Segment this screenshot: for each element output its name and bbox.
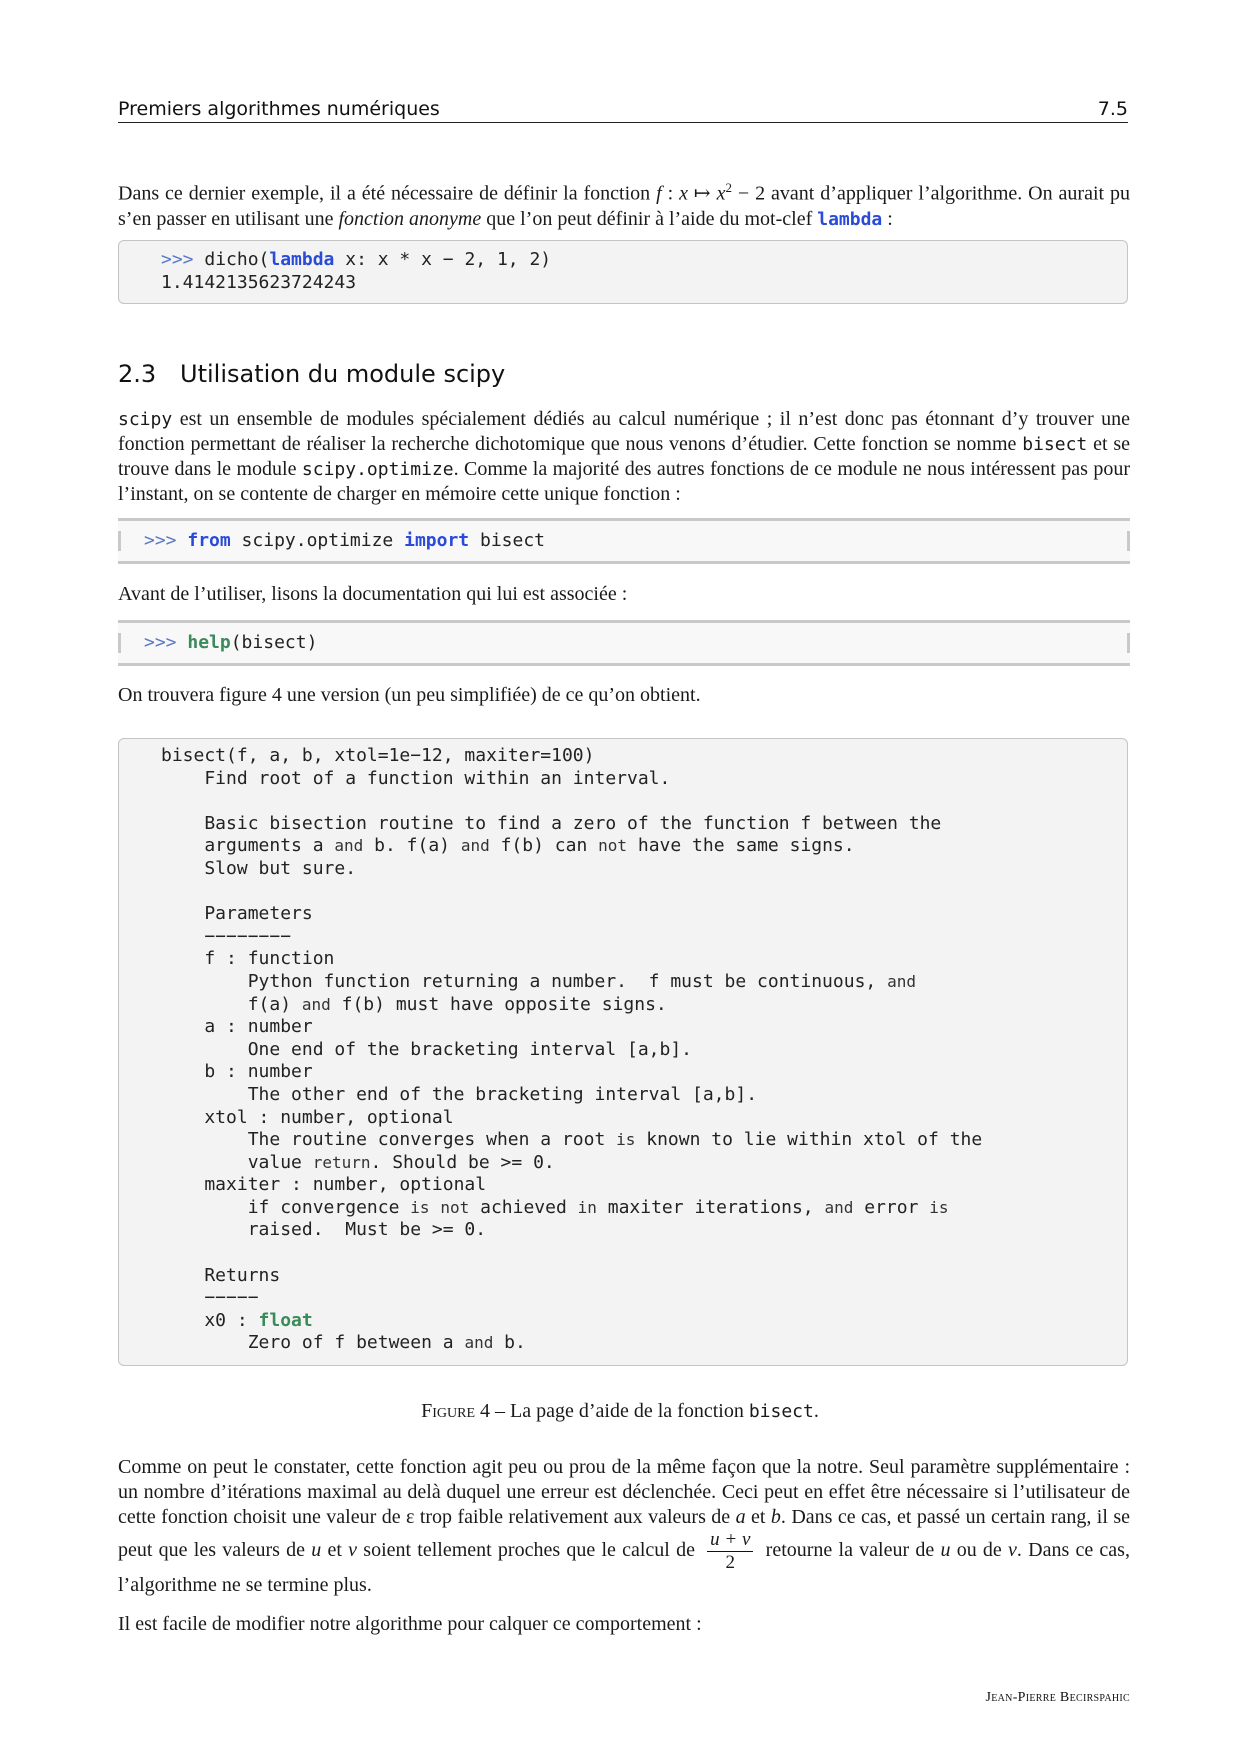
code-block-import: >>> from scipy.optimize import bisect [118,518,1130,564]
help-line: value return. Should be >= 0. [161,1151,555,1173]
help-line: Basic bisection routine to find a zero of the function f between the [161,812,942,834]
help-line: The routine converges when a root is known to lie within xtol of the [161,1129,983,1151]
help-line: Python function returning a number. f must be continuous, and [161,970,916,992]
help-line: The other end of the bracketing interval [a,b]. [161,1083,758,1105]
header-title: Premiers algorithmes numériques [118,98,440,120]
help-line: a : number [161,1016,313,1038]
figure-reference-paragraph: On trouvera figure 4 une version (un peu simplifiée) de ce qu’on obtient. [118,684,701,706]
code-block-help: >>> help(bisect) [118,620,1130,666]
help-line: Parameters [161,903,313,925]
repl-prompt: >>> [161,249,194,270]
scipy-paragraph: scipy est un ensemble de modules spécialement dédiés au calcul numérique ; il n’est donc pas étonnant d’y trouver une fonction permettant de réaliser la recherche dichotomique que nous venons d’étudier. Cette fonction se nomme bisect et se trouve dans le module scipy.optimize. Comme la majorité des autres fonctions de ce module ne nous intéressent pas pour l’instant, on se contente de charger en mémoire cette unique fonction : [118,408,1130,505]
help-line: Zero of f between a and b. [161,1332,526,1354]
running-header [118,96,1128,123]
explanation-paragraph: Comme on peut le constater, cette fonction agit peu ou prou de la même façon que la notre. Seul paramètre supplémentaire : un nombre d’itérations maximal au delà duquel une erreur est déclenchée. Ceci peut en effet être nécessaire si l’utilisateur de cette fonction choisit une valeur de ε trop faible relativement aux valeurs de a et b. Dans ce cas, et passé un certain rang, il se peut que les valeurs de u et v soient tellement proches que le calcul de $\frac{u + v}{2}$ retourne la valeur de u ou de v. Dans ce cas, l’algorithme ne se termine plus. [118,1456,1131,1596]
help-line: Returns [161,1264,281,1286]
help-line: Find root of a function within an interval. [161,767,671,789]
author-footer: Jean-Pierre Becirspahic [985,1690,1130,1705]
page-number: 7.5 [1097,98,1128,120]
help-line: One end of the bracketing interval [a,b]. [161,1038,693,1060]
closing-paragraph: Il est facile de modifier notre algorithme pour calquer ce comportement : [118,1613,702,1635]
help-line: −−−−− [161,1287,259,1309]
section-title: Utilisation du module scipy [180,360,506,388]
doc-intro-paragraph: Avant de l’utiliser, lisons la documentation qui lui est associée : [118,583,628,605]
section-number: 2.3 [118,360,157,388]
intro-paragraph: Dans ce dernier exemple, il a été nécessaire de définir la fonction f : x ↦ $x^2 - 2$ avant d’appliquer l’algorithme. On aurait pu s’en passer en utilisant une fonction anonyme que l’on peut définir à l’aide du mot-clef lambda : [118,180,1131,230]
help-line: b : number [161,1061,313,1083]
help-line: maxiter : number, optional [161,1174,487,1196]
help-line: raised. Must be >= 0. [161,1219,487,1241]
help-line: −−−−−−−− [161,925,292,947]
bisect-help-page [118,738,1128,1366]
help-line: if convergence is not achieved in maxiter iterations, and error is [161,1196,949,1218]
help-line: bisect(f, a, b, xtol=1e−12, maxiter=100) [161,745,595,766]
code-block-dicho: >>> dicho(lambda x: x * x − 2, 1, 2) 1.4142135623724243 [118,240,1128,304]
float-keyword: float [258,1309,313,1331]
help-line: x0 : float [161,1309,313,1331]
section-heading [118,360,505,388]
help-line: arguments a and b. f(a) and f(b) can not have the same signs. [161,835,855,857]
help-text [161,745,1127,1355]
code-output: 1.4142135623724243 [161,271,357,293]
help-line: xtol : number, optional [161,1106,454,1128]
figure-caption: Figure 4 – La page d’aide de la fonction bisect. [421,1400,819,1422]
help-line: Slow but sure. [161,857,357,879]
lambda-keyword: lambda [817,208,883,230]
help-line: f : function [161,948,335,970]
help-line: f(a) and f(b) must have opposite signs. [161,993,667,1015]
fraction-u-plus-v-over-2: $\frac{u + v}{2}$ [707,1530,753,1573]
